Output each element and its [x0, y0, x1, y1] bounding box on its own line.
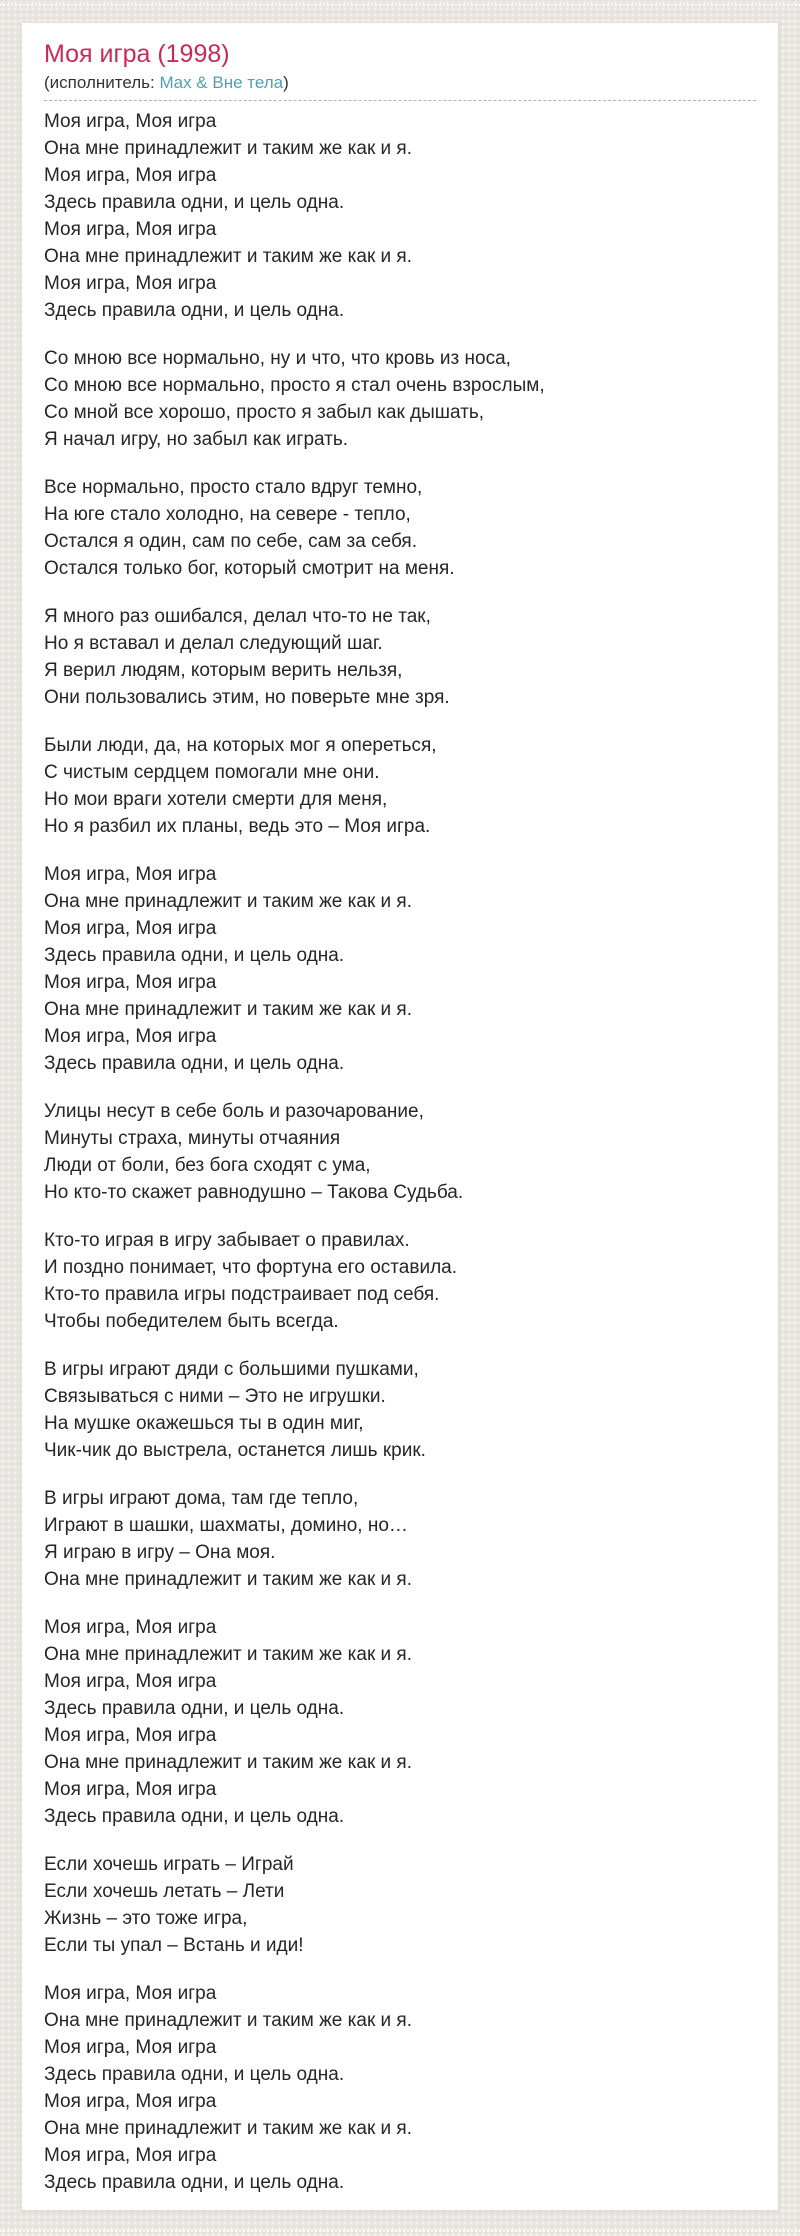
lyric-line: В игры играют дяди с большими пушками,	[44, 1359, 419, 1381]
lyric-line: Со мною все нормально, ну и что, что кровь из носа,	[44, 348, 511, 370]
artist-label-prefix: (исполнитель:	[44, 73, 160, 92]
lyric-line: Она мне принадлежит и таким же как и я.	[44, 999, 412, 1021]
lyric-line: Чик-чик до выстрела, останется лишь крик.	[44, 1440, 426, 1462]
lyric-line: Все нормально, просто стало вдруг темно,	[44, 477, 423, 499]
lyric-line: Были люди, да, на которых мог я опереться,	[44, 735, 437, 757]
stanza	[44, 1227, 756, 1335]
lyric-line: Жизнь – это тоже игра,	[44, 1908, 248, 1930]
lyric-line: В игры играют дома, там где тепло,	[44, 1488, 359, 1510]
lyric-line: Моя игра, Моя игра	[44, 1725, 217, 1747]
lyric-line: Здесь правила одни, и цель одна.	[44, 300, 345, 322]
lyric-line: Со мной все хорошо, просто я забыл как дышать,	[44, 402, 485, 424]
stanza	[44, 474, 756, 582]
lyric-line: Они пользовались этим, но поверьте мне зря.	[44, 687, 450, 709]
stanza	[44, 861, 756, 1077]
lyric-line: Моя игра, Моя игра	[44, 1983, 217, 2005]
lyric-line: Я начал игру, но забыл как играть.	[44, 429, 349, 451]
lyric-line: Кто-то играя в игру забывает о правилах.	[44, 1230, 410, 1252]
lyric-line: Моя игра, Моя игра	[44, 2091, 217, 2113]
lyric-line: Я много раз ошибался, делал что-то не так,	[44, 606, 431, 628]
stanza	[44, 1356, 756, 1464]
lyric-line: Моя игра, Моя игра	[44, 972, 217, 994]
stanza	[44, 603, 756, 711]
lyric-line: Остался я один, сам по себе, сам за себя.	[44, 531, 417, 553]
lyric-line: Она мне принадлежит и таким же как и я.	[44, 138, 412, 160]
artist-link[interactable]: Max & Вне тела	[159, 73, 284, 92]
lyric-line: Здесь правила одни, и цель одна.	[44, 1698, 345, 1720]
lyric-line: Она мне принадлежит и таким же как и я.	[44, 1752, 412, 1774]
lyric-line: Остался только бог, который смотрит на меня.	[44, 558, 455, 580]
lyrics-card	[21, 22, 779, 2211]
lyric-line: Но мои враги хотели смерти для меня,	[44, 789, 388, 811]
lyric-line: Моя игра, Моя игра	[44, 1779, 217, 1801]
lyric-line: Моя игра, Моя игра	[44, 2037, 217, 2059]
stanza	[44, 1614, 756, 1830]
lyric-line: С чистым сердцем помогали мне они.	[44, 762, 380, 784]
page-texture-bottom-dots	[0, 2230, 800, 2232]
stanza	[44, 1980, 756, 2196]
lyric-line: Я играю в игру – Она моя.	[44, 1542, 276, 1564]
stanza	[44, 1098, 756, 1206]
lyric-line: Я верил людям, которым верить нельзя,	[44, 660, 403, 682]
lyric-line: Моя игра, Моя игра	[44, 918, 217, 940]
lyric-line: Улицы несут в себе боль и разочарование,	[44, 1101, 424, 1123]
lyrics	[44, 108, 756, 2196]
lyric-line: Моя игра, Моя игра	[44, 1617, 217, 1639]
lyric-line: Чтобы победителем быть всегда.	[44, 1311, 339, 1333]
stanza	[44, 108, 756, 324]
lyric-line: И поздно понимает, что фортуна его оставила.	[44, 1257, 457, 1279]
lyric-line: Моя игра, Моя игра	[44, 1026, 217, 1048]
lyric-line: Моя игра, Моя игра	[44, 165, 217, 187]
lyric-line: Моя игра, Моя игра	[44, 864, 217, 886]
lyric-line: Она мне принадлежит и таким же как и я.	[44, 1644, 412, 1666]
lyric-line: Но кто-то скажет равнодушно – Такова Судьба.	[44, 1182, 464, 1204]
stanza	[44, 345, 756, 453]
lyric-line: Моя игра, Моя игра	[44, 273, 217, 295]
lyric-line: Моя игра, Моя игра	[44, 1671, 217, 1693]
lyric-line: Если ты упал – Встань и иди!	[44, 1935, 304, 1957]
artist-line	[44, 73, 756, 101]
page-texture-top-dots	[0, 4, 800, 6]
lyric-line: Она мне принадлежит и таким же как и я.	[44, 2010, 412, 2032]
lyric-line: Моя игра, Моя игра	[44, 219, 217, 241]
lyric-line: Здесь правила одни, и цель одна.	[44, 1806, 345, 1828]
lyric-line: Со мною все нормально, просто я стал очень взрослым,	[44, 375, 545, 397]
lyric-line: Она мне принадлежит и таким же как и я.	[44, 246, 412, 268]
lyric-line: Моя игра, Моя игра	[44, 2145, 217, 2167]
page-title: Моя игра (1998)	[44, 40, 230, 68]
lyric-line: На мушке окажешься ты в один миг,	[44, 1413, 364, 1435]
lyric-line: Она мне принадлежит и таким же как и я.	[44, 2118, 412, 2140]
lyric-line: Если хочешь летать – Лети	[44, 1881, 285, 1903]
lyric-line: Здесь правила одни, и цель одна.	[44, 945, 345, 967]
stanza	[44, 1485, 756, 1593]
stanza	[44, 1851, 756, 1959]
lyric-line: Но я вставал и делал следующий шаг.	[44, 633, 383, 655]
artist-label-suffix: )	[283, 73, 289, 92]
stanza	[44, 732, 756, 840]
lyric-line: Связываться с ними – Это не игрушки.	[44, 1386, 386, 1408]
lyric-line: Если хочешь играть – Играй	[44, 1854, 294, 1876]
lyric-line: Здесь правила одни, и цель одна.	[44, 192, 345, 214]
lyric-line: Здесь правила одни, и цель одна.	[44, 2064, 345, 2086]
lyric-line: Играют в шашки, шахматы, домино, но…	[44, 1515, 408, 1537]
lyric-line: На юге стало холодно, на севере - тепло,	[44, 504, 411, 526]
lyric-line: Минуты страха, минуты отчаяния	[44, 1128, 341, 1150]
lyric-line: Она мне принадлежит и таким же как и я.	[44, 891, 412, 913]
lyric-line: Она мне принадлежит и таким же как и я.	[44, 1569, 412, 1591]
lyric-line: Кто-то правила игры подстраивает под себя.	[44, 1284, 440, 1306]
lyric-line: Здесь правила одни, и цель одна.	[44, 1053, 345, 1075]
lyric-line: Но я разбил их планы, ведь это – Моя игра.	[44, 816, 431, 838]
lyric-line: Люди от боли, без бога сходят с ума,	[44, 1155, 371, 1177]
lyric-line: Здесь правила одни, и цель одна.	[44, 2172, 345, 2194]
lyric-line: Моя игра, Моя игра	[44, 111, 217, 133]
